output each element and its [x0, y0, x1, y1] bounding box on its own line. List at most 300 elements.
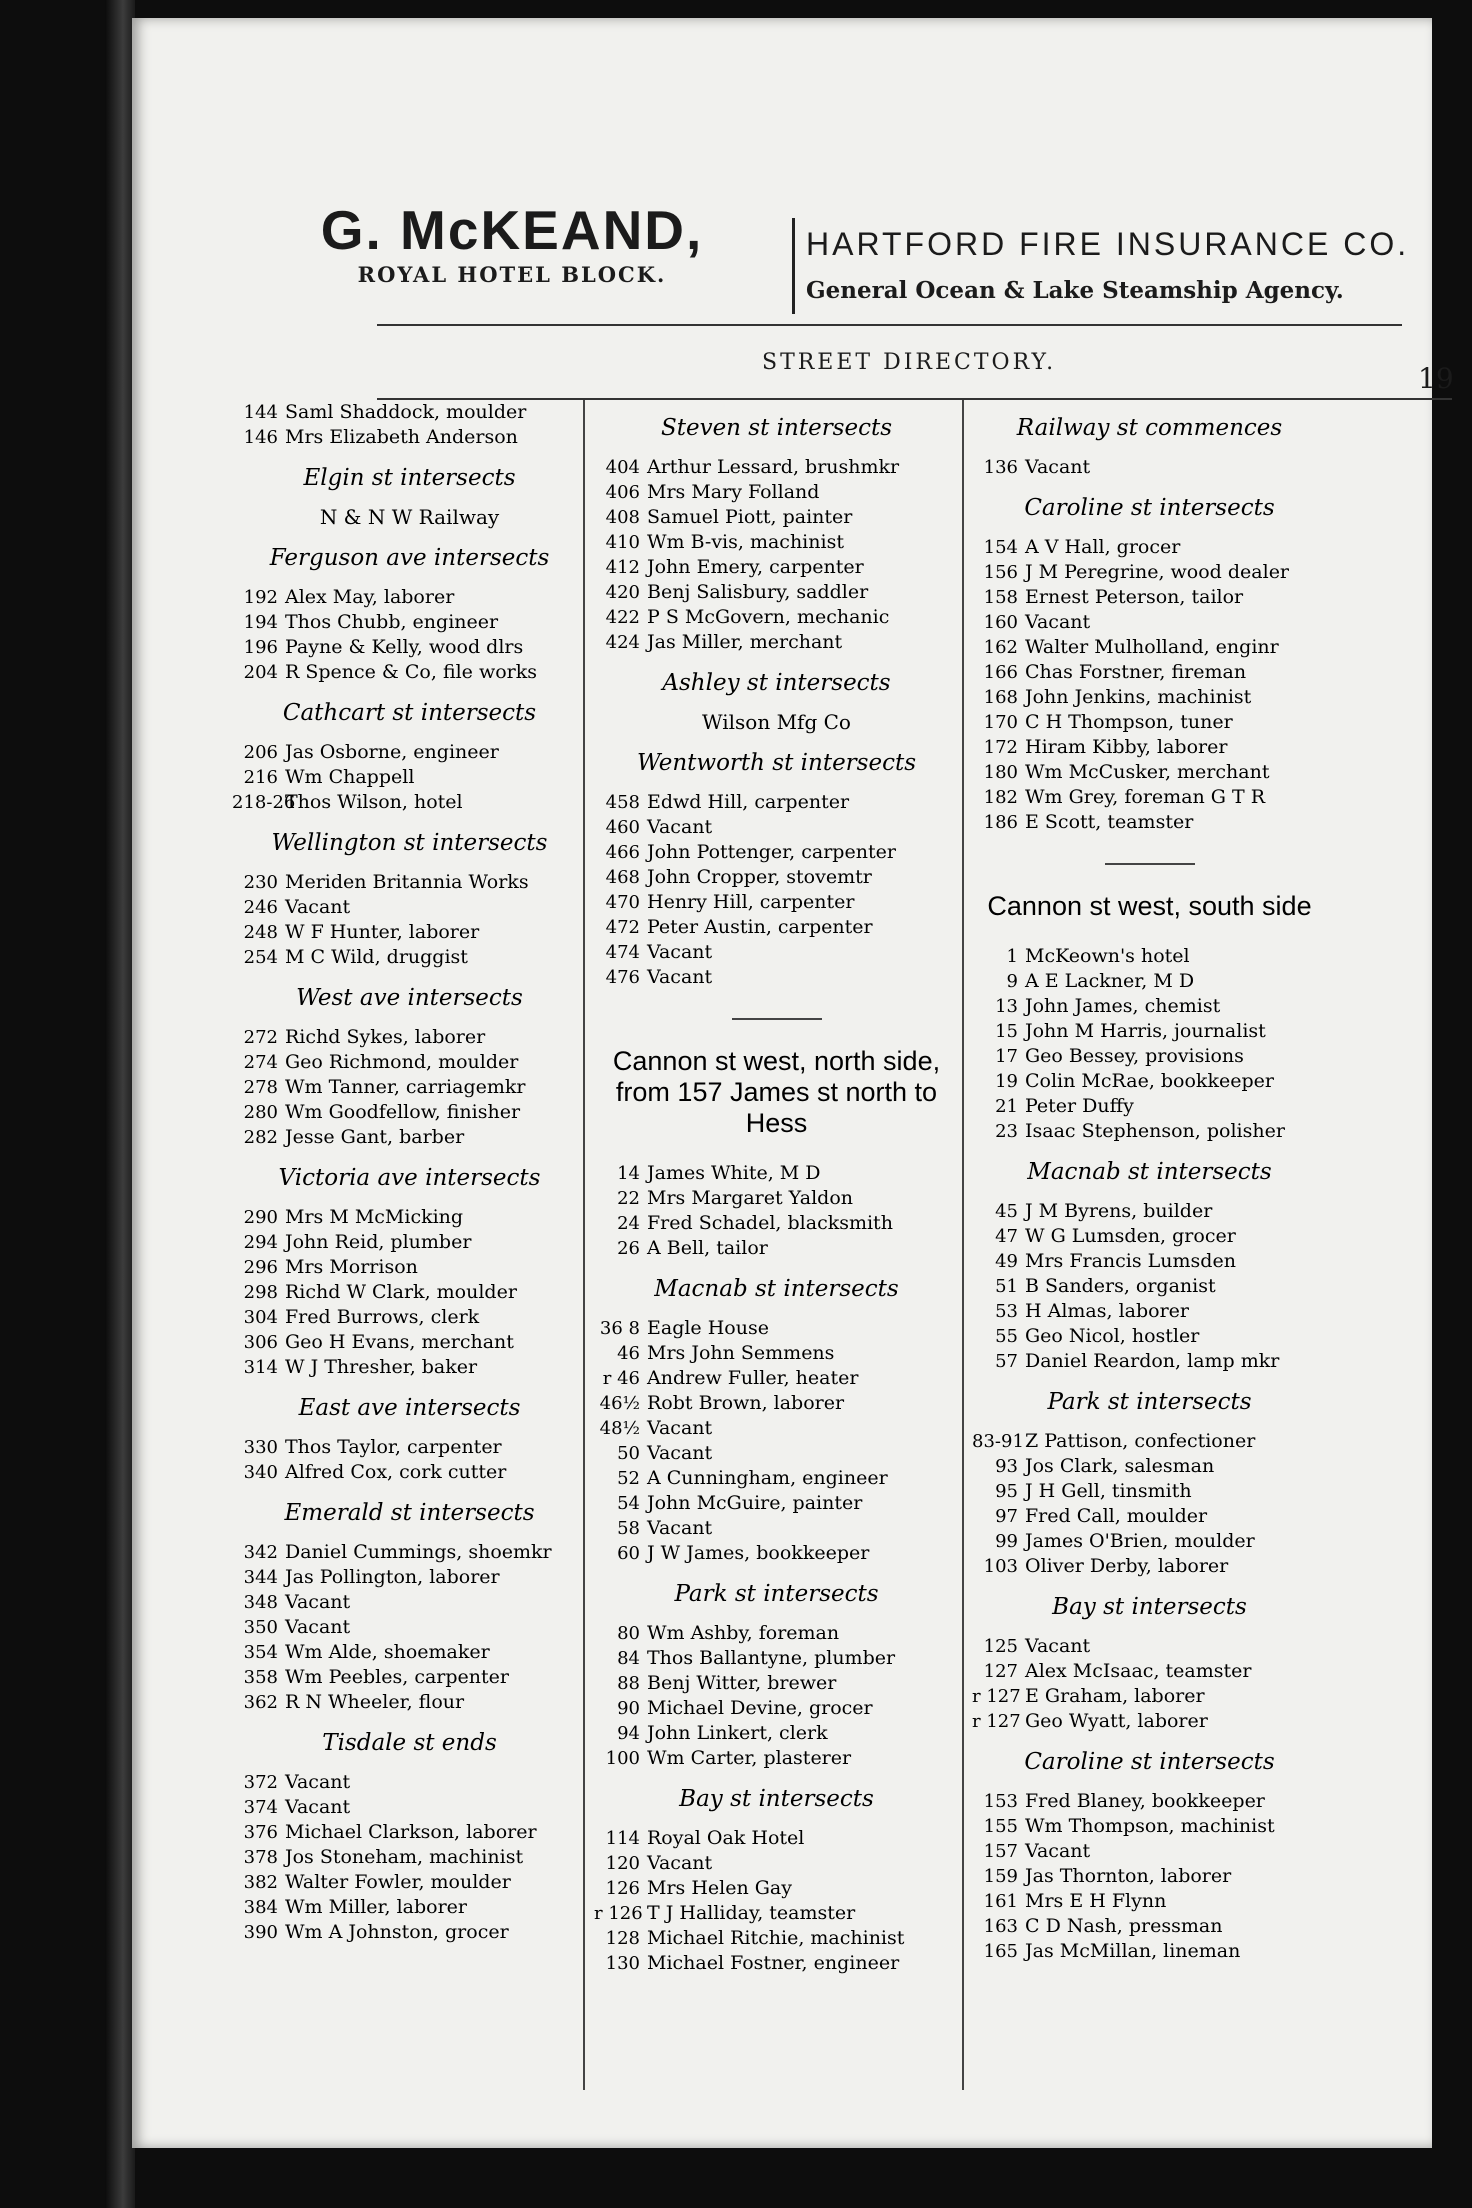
resident-name: John Reid, plumber [285, 1231, 472, 1253]
resident-name: Meriden Britannia Works [285, 871, 529, 893]
directory-entry [972, 1864, 1327, 1889]
directory-entry [232, 1255, 587, 1280]
street-number: 1 [1006, 946, 1018, 967]
street-number: 384 [243, 1897, 278, 1918]
resident-name: Hiram Kibby, laborer [1025, 736, 1228, 758]
resident-name: Fred Schadel, blacksmith [647, 1212, 893, 1234]
street-number: 196 [243, 637, 278, 658]
directory-entry [972, 1684, 1327, 1709]
directory-entry [594, 1161, 959, 1186]
street-number: 460 [605, 817, 640, 838]
directory-entry [232, 1540, 587, 1565]
resident-name: Walter Mulholland, enginr [1025, 636, 1279, 658]
street-number: 158 [983, 587, 1018, 608]
street-number: 144 [243, 402, 278, 423]
street-number: 378 [243, 1847, 278, 1868]
directory-entry [594, 505, 959, 530]
street-number: 15 [995, 1021, 1018, 1042]
resident-name: Mrs Helen Gay [647, 1877, 792, 1899]
directory-entry [594, 1646, 959, 1671]
resident-name: H Almas, laborer [1025, 1300, 1189, 1322]
directory-entry [972, 710, 1327, 735]
street-number: 372 [243, 1772, 278, 1793]
street-number: 58 [617, 1518, 640, 1539]
directory-entry [232, 1820, 587, 1845]
resident-name: Mrs Mary Folland [647, 481, 820, 503]
resident-name: McKeown's hotel [1025, 945, 1190, 967]
directory-entry [972, 1454, 1327, 1479]
street-number: 23 [995, 1121, 1018, 1142]
resident-name: Geo H Evans, merchant [285, 1331, 514, 1353]
cross-street-heading: Wentworth st intersects [636, 750, 917, 776]
directory-entry [232, 1640, 587, 1665]
street-number: 404 [605, 457, 640, 478]
street-number: 157 [983, 1841, 1018, 1862]
street-number: 204 [243, 662, 278, 683]
resident-name: Vacant [647, 941, 713, 963]
cross-street-heading: Railway st commences [1016, 415, 1283, 441]
street-number: 330 [243, 1437, 278, 1458]
directory-entry [594, 965, 959, 990]
resident-name: Thos Wilson, hotel [285, 791, 463, 813]
street-number: 206 [243, 742, 278, 763]
street-number: 14 [617, 1163, 640, 1184]
resident-name: Andrew Fuller, heater [647, 1367, 859, 1389]
resident-name: Benj Witter, brewer [647, 1672, 837, 1694]
directory-entry [232, 1615, 587, 1640]
resident-name: Vacant [647, 1442, 713, 1464]
column-3 [972, 400, 1327, 1964]
directory-entry [232, 1075, 587, 1100]
resident-name: Jas Osborne, engineer [285, 741, 499, 763]
resident-name: Jas McMillan, lineman [1025, 1940, 1241, 1962]
directory-entry [594, 1696, 959, 1721]
directory-entry [232, 945, 587, 970]
directory-entry [594, 1516, 959, 1541]
resident-name: A Cunningham, engineer [647, 1467, 888, 1489]
directory-entry [232, 1795, 587, 1820]
cross-street-heading: Caroline st intersects [1024, 495, 1275, 521]
street-number: 153 [983, 1791, 1018, 1812]
cross-street-heading: Cathcart st intersects [282, 700, 537, 726]
resident-name: Saml Shaddock, moulder [285, 401, 527, 423]
resident-name: Daniel Cummings, shoemkr [285, 1541, 552, 1563]
insurance-block [806, 224, 1466, 308]
resident-name: R N Wheeler, flour [285, 1691, 465, 1713]
directory-entry [232, 1565, 587, 1590]
resident-name: J M Byrens, builder [1025, 1200, 1213, 1222]
street-number: 95 [995, 1481, 1018, 1502]
resident-name: Wm Goodfellow, finisher [285, 1101, 521, 1123]
directory-entry [232, 1895, 587, 1920]
resident-name: Fred Blaney, bookkeeper [1025, 1790, 1265, 1812]
resident-name: M C Wild, druggist [285, 946, 468, 968]
street-number: 90 [617, 1698, 640, 1719]
street-number: 420 [605, 582, 640, 603]
directory-entry [972, 969, 1327, 994]
resident-name: Jas Pollington, laborer [285, 1566, 500, 1588]
directory-entry [972, 760, 1327, 785]
resident-name: Wm Peebles, carpenter [285, 1666, 509, 1688]
resident-name: Oliver Derby, laborer [1025, 1555, 1229, 1577]
directory-entry [594, 1876, 959, 1901]
directory-entry [232, 425, 587, 450]
directory-entry [232, 1205, 587, 1230]
resident-name: Vacant [647, 816, 713, 838]
resident-name: Jas Miller, merchant [647, 631, 843, 653]
street-number: 49 [995, 1251, 1018, 1272]
resident-name: Wm Ashby, foreman [647, 1622, 840, 1644]
street-number: 344 [243, 1567, 278, 1588]
street-number: 94 [617, 1723, 640, 1744]
resident-name: Peter Duffy [1025, 1095, 1134, 1117]
column-2 [594, 400, 959, 1976]
directory-entry [594, 915, 959, 940]
street-number: 362 [243, 1692, 278, 1713]
street-number: 155 [983, 1816, 1018, 1837]
directory-entry [972, 1889, 1327, 1914]
resident-name: Geo Bessey, provisions [1025, 1045, 1244, 1067]
header-divider [792, 218, 795, 314]
street-number: 17 [995, 1046, 1018, 1067]
directory-entry [972, 635, 1327, 660]
resident-name: W F Hunter, laborer [285, 921, 480, 943]
street-number: 382 [243, 1872, 278, 1893]
cross-street-heading: Wellington st intersects [271, 830, 548, 856]
directory-entry [594, 790, 959, 815]
directory-entry [972, 1789, 1327, 1814]
street-number: 406 [605, 482, 640, 503]
directory-entry [972, 1224, 1327, 1249]
directory-entry [594, 815, 959, 840]
directory-entry [594, 1851, 959, 1876]
resident-name: Wm Chappell [285, 766, 415, 788]
header-rule [377, 324, 1402, 326]
resident-name: J M Peregrine, wood dealer [1025, 561, 1290, 583]
street-number: 180 [983, 762, 1018, 783]
street-number: 468 [605, 867, 640, 888]
resident-name: A V Hall, grocer [1025, 536, 1181, 558]
street-number: 53 [995, 1301, 1018, 1322]
resident-name: Mrs E H Flynn [1025, 1890, 1167, 1912]
directory-entry [972, 1044, 1327, 1069]
street-number: 19 [995, 1071, 1018, 1092]
directory-entry [232, 740, 587, 765]
street-number: 161 [983, 1891, 1018, 1912]
street-number: 358 [243, 1667, 278, 1688]
street-number: 13 [995, 996, 1018, 1017]
resident-name: John Emery, carpenter [647, 556, 864, 578]
directory-entry [594, 455, 959, 480]
street-number: 50 [617, 1443, 640, 1464]
street-number: 476 [605, 967, 640, 988]
street-number: 51 [995, 1276, 1018, 1297]
directory-entry [232, 895, 587, 920]
directory-entry [972, 1939, 1327, 1964]
street-number: 93 [995, 1456, 1018, 1477]
street-number: 474 [605, 942, 640, 963]
directory-entry [972, 944, 1327, 969]
directory-entry [594, 1671, 959, 1696]
street-number: 165 [983, 1941, 1018, 1962]
resident-name: Michael Ritchie, machinist [647, 1927, 905, 1949]
street-number: 159 [983, 1866, 1018, 1887]
resident-name: Ernest Peterson, tailor [1025, 586, 1244, 608]
street-number: 350 [243, 1617, 278, 1638]
resident-name: James O'Brien, moulder [1025, 1530, 1255, 1552]
street-number: 136 [983, 457, 1018, 478]
directory-entry [972, 1274, 1327, 1299]
street-number: 154 [983, 537, 1018, 558]
directory-entry [972, 1504, 1327, 1529]
directory-entry [594, 1746, 959, 1771]
cross-street-heading: Macnab st intersects [1027, 1159, 1272, 1185]
resident-name: Isaac Stephenson, polisher [1025, 1120, 1285, 1142]
resident-name: Mrs Elizabeth Anderson [285, 426, 518, 448]
resident-name: Geo Richmond, moulder [285, 1051, 519, 1073]
resident-name: T J Halliday, teamster [647, 1902, 856, 1924]
directory-entry [972, 1709, 1327, 1734]
directory-entry [232, 610, 587, 635]
directory-entry [972, 560, 1327, 585]
cross-street-heading: West ave intersects [296, 985, 523, 1011]
street-number: 458 [605, 792, 640, 813]
advertiser-address: ROYAL HOTEL BLOCK. [357, 262, 667, 287]
resident-name: Daniel Reardon, lamp mkr [1025, 1350, 1280, 1372]
street-number: 54 [617, 1493, 640, 1514]
advertiser-block [242, 200, 782, 287]
street-number: 192 [243, 587, 278, 608]
street-number: 83-91 [972, 1431, 1024, 1452]
directory-entry [972, 610, 1327, 635]
resident-name: Mrs John Semmens [647, 1342, 835, 1364]
directory-entry [232, 765, 587, 790]
resident-name: C H Thompson, tuner [1025, 711, 1233, 733]
directory-entry [594, 1441, 959, 1466]
directory-entry [972, 1069, 1327, 1094]
directory-entry [232, 585, 587, 610]
resident-name: Mrs Francis Lumsden [1025, 1250, 1236, 1272]
resident-name: John Jenkins, machinist [1025, 686, 1252, 708]
resident-name: Wm Alde, shoemaker [285, 1641, 490, 1663]
column-1 [232, 400, 587, 1945]
directory-entry [232, 1355, 587, 1380]
directory-entry [594, 1721, 959, 1746]
directory-entry [972, 810, 1327, 835]
directory-entry [232, 1100, 587, 1125]
resident-name: Wm A Johnston, grocer [285, 1921, 509, 1943]
directory-entry [232, 1845, 587, 1870]
resident-name: Jos Stoneham, machinist [285, 1846, 524, 1868]
resident-name: Vacant [285, 1591, 351, 1613]
page-number: 19 [1418, 362, 1454, 395]
directory-entry [972, 1119, 1327, 1144]
resident-name: R Spence & Co, file works [285, 661, 538, 683]
directory-entry [594, 1236, 959, 1261]
resident-name: Vacant [285, 1616, 351, 1638]
street-number: 354 [243, 1642, 278, 1663]
directory-entry [232, 1025, 587, 1050]
street-number: 376 [243, 1822, 278, 1843]
resident-name: Peter Austin, carpenter [647, 916, 873, 938]
directory-entry [972, 1659, 1327, 1684]
cross-street-heading: Tisdale st ends [322, 1730, 497, 1756]
street-number: 156 [983, 562, 1018, 583]
resident-name: Chas Forstner, fireman [1025, 661, 1247, 683]
street-number: 470 [605, 892, 640, 913]
directory-entry [594, 630, 959, 655]
cross-street-heading: Ferguson ave intersects [269, 545, 550, 571]
street-number: 466 [605, 842, 640, 863]
resident-name: Benj Salisbury, saddler [647, 581, 869, 603]
directory-entry [972, 1634, 1327, 1659]
directory-entry [232, 870, 587, 895]
street-number: 412 [605, 557, 640, 578]
resident-name: Vacant [1025, 1635, 1091, 1657]
directory-entry [594, 480, 959, 505]
street-number: 194 [243, 612, 278, 633]
directory-entry [972, 1299, 1327, 1324]
resident-name: J H Gell, tinsmith [1025, 1480, 1192, 1502]
resident-name: Jos Clark, salesman [1025, 1455, 1215, 1477]
resident-name: John Pottenger, carpenter [647, 841, 896, 863]
directory-entry [232, 1330, 587, 1355]
street-number: 146 [243, 427, 278, 448]
directory-entry [232, 1305, 587, 1330]
directory-entry [594, 1211, 959, 1236]
advertiser-name: G. McKEAND, [320, 199, 704, 261]
directory-entry [594, 1391, 959, 1416]
directory-entry [972, 585, 1327, 610]
street-number: 282 [243, 1127, 278, 1148]
directory-entry [972, 1349, 1327, 1374]
resident-name: Payne & Kelly, wood dlrs [285, 636, 524, 658]
directory-entry [972, 1019, 1327, 1044]
directory-entry [972, 685, 1327, 710]
street-section-heading: Cannon st west, south side [987, 891, 1312, 921]
resident-name: Thos Ballantyne, plumber [647, 1647, 896, 1669]
street-number: 52 [617, 1468, 640, 1489]
street-number: 314 [243, 1357, 278, 1378]
resident-name: John Linkert, clerk [647, 1722, 828, 1744]
directory-entry [972, 1324, 1327, 1349]
resident-name: Vacant [1025, 611, 1091, 633]
resident-name: Richd Sykes, laborer [285, 1026, 486, 1048]
business-name: Wilson Mfg Co [702, 710, 851, 734]
street-number: 47 [995, 1226, 1018, 1247]
directory-entry [972, 1249, 1327, 1274]
street-number: 254 [243, 947, 278, 968]
resident-name: P S McGovern, mechanic [647, 606, 890, 628]
directory-entry [594, 1826, 959, 1851]
directory-entry [232, 1435, 587, 1460]
street-number: 340 [243, 1462, 278, 1483]
directory-entry [232, 1230, 587, 1255]
street-number: 120 [605, 1853, 640, 1874]
street-number: 248 [243, 922, 278, 943]
street-number: 342 [243, 1542, 278, 1563]
street-number: 162 [983, 637, 1018, 658]
street-number: 9 [1006, 971, 1018, 992]
street-number: 127 [983, 1661, 1018, 1682]
directory-entry [232, 790, 587, 815]
page-binding-edge [105, 0, 135, 2208]
street-number: 182 [983, 787, 1018, 808]
resident-name: Colin McRae, bookkeeper [1025, 1070, 1274, 1092]
street-number: r 46 [602, 1368, 640, 1389]
directory-entry [594, 1186, 959, 1211]
directory-entry [232, 1770, 587, 1795]
resident-name: B Sanders, organist [1025, 1275, 1216, 1297]
directory-entry [594, 605, 959, 630]
street-number: 216 [243, 767, 278, 788]
resident-name: Wm Tanner, carriagemkr [285, 1076, 526, 1098]
directory-entry [594, 1541, 959, 1566]
street-number: 296 [243, 1257, 278, 1278]
resident-name: Alfred Cox, cork cutter [285, 1461, 507, 1483]
directory-entry [232, 1870, 587, 1895]
directory-entry [594, 1926, 959, 1951]
directory-entry [972, 1914, 1327, 1939]
resident-name: C D Nash, pressman [1025, 1915, 1223, 1937]
directory-entry [594, 1416, 959, 1441]
column-rule-2 [962, 400, 964, 2090]
street-number: 128 [605, 1928, 640, 1949]
directory-entry [594, 580, 959, 605]
resident-name: J W James, bookkeeper [647, 1542, 870, 1564]
street-number: 55 [995, 1326, 1018, 1347]
directory-entry [972, 1554, 1327, 1579]
directory-entry [594, 1901, 959, 1926]
street-number: 166 [983, 662, 1018, 683]
street-number: 36 8 [599, 1318, 640, 1339]
street-number: 46 [617, 1343, 640, 1364]
street-number: r 127 [972, 1711, 1021, 1732]
directory-entry [232, 1920, 587, 1945]
directory-entry [594, 1366, 959, 1391]
street-number: 274 [243, 1052, 278, 1073]
street-number: 272 [243, 1027, 278, 1048]
resident-name: W J Thresher, baker [285, 1356, 478, 1378]
resident-name: Fred Burrows, clerk [285, 1306, 480, 1328]
directory-entry [972, 660, 1327, 685]
resident-name: A E Lackner, M D [1025, 970, 1195, 992]
street-number: 186 [983, 812, 1018, 833]
directory-entry [972, 1429, 1327, 1454]
resident-name: Mrs Morrison [285, 1256, 418, 1278]
street-number: 304 [243, 1307, 278, 1328]
street-number: 80 [617, 1623, 640, 1644]
directory-entry [232, 1125, 587, 1150]
directory-entry [232, 1050, 587, 1075]
directory-entry [594, 1951, 959, 1976]
street-number: 422 [605, 607, 640, 628]
directory-entry [232, 660, 587, 685]
directory-entry [594, 555, 959, 580]
resident-name: Edwd Hill, carpenter [647, 791, 850, 813]
street-number: 298 [243, 1282, 278, 1303]
resident-name: Thos Chubb, engineer [285, 611, 499, 633]
resident-name: Royal Oak Hotel [647, 1827, 805, 1849]
cross-street-heading: Caroline st intersects [1024, 1749, 1275, 1775]
directory-entry [594, 530, 959, 555]
cross-street-heading: Park st intersects [1047, 1389, 1252, 1415]
cross-street-heading: Steven st intersects [660, 415, 893, 441]
directory-entry [594, 865, 959, 890]
street-number: 246 [243, 897, 278, 918]
street-number: 21 [995, 1096, 1018, 1117]
street-number: 348 [243, 1592, 278, 1613]
